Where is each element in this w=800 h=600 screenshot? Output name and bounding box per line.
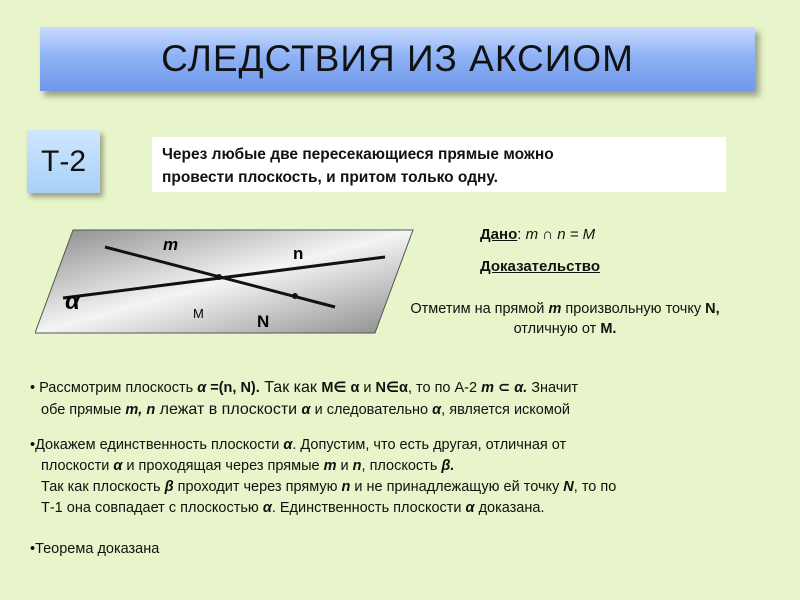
label-point-N: N: [257, 312, 270, 331]
text-segment: отличную от: [513, 321, 601, 337]
text-segment: плоскости: [41, 458, 114, 474]
statement-line-2: провести плоскость, и притом только одну.: [162, 169, 498, 186]
given-colon: :: [517, 226, 526, 243]
given-condition: [480, 226, 595, 243]
symbol-M: М.: [600, 321, 617, 337]
text-segment: Отметим на прямой: [410, 301, 549, 317]
text-segment: произвольную точку: [561, 301, 706, 317]
symbol-alpha: α: [301, 402, 311, 418]
label-alpha: α: [65, 288, 80, 315]
text-segment: Так как: [259, 379, 322, 396]
symbol-beta: β: [164, 479, 174, 495]
theorem-statement: [152, 137, 726, 192]
mark-point-text: [365, 299, 765, 339]
symbol-n: n: [352, 458, 362, 474]
given-label: Дано: [480, 226, 518, 243]
text-segment: Так как плоскость: [41, 479, 165, 495]
given-expression: m ∩ n = M: [525, 226, 596, 243]
label-point-M: M: [193, 306, 204, 321]
plane-alpha: [35, 230, 413, 333]
statement-line-1: Через любые две пересекающиеся прямые можно: [162, 146, 554, 163]
label-n: n: [293, 244, 304, 263]
proof-step-uniqueness: [30, 435, 775, 519]
text-segment: =(n, N).: [206, 380, 260, 396]
symbol-alpha: α: [197, 380, 207, 396]
symbol-N: N: [563, 479, 574, 495]
plane-diagram: [35, 225, 415, 335]
page-title: СЛЕДСТВИЯ ИЗ АКСИОМ: [161, 38, 634, 79]
text-segment: и не принадлежащую ей точку: [350, 479, 564, 495]
symbol-alpha: α: [465, 500, 475, 516]
text-segment: . Единственность плоскости: [271, 500, 466, 516]
proof-conclusion: •Теорема доказана: [30, 541, 160, 557]
proof-heading: Доказательство: [480, 258, 600, 275]
text-segment: Т-1 она совпадает с плоскостью: [41, 500, 263, 516]
point-M: [216, 274, 222, 280]
text-segment: , плоскость: [361, 458, 442, 474]
uniqueness-line-3: [30, 477, 775, 498]
text-segment: проходит через прямую: [173, 479, 342, 495]
symbol-alpha: α: [262, 500, 272, 516]
symbol-N: N,: [705, 301, 720, 317]
text-segment: и: [336, 458, 353, 474]
uniqueness-line-4: [30, 498, 775, 519]
symbol-alpha: α: [283, 437, 293, 453]
text-segment: и следовательно: [310, 402, 433, 418]
text-segment: доказана.: [474, 500, 545, 516]
theorem-badge: Т-2: [27, 130, 100, 193]
symbol-alpha: α: [113, 458, 123, 474]
text-segment: лежат в плоскости: [155, 401, 302, 418]
symbol-n: n: [341, 479, 351, 495]
text-segment: , то по А-2: [407, 380, 482, 396]
text-segment: , то по: [573, 479, 617, 495]
text-segment: •Докажем единственность плоскости: [30, 437, 284, 453]
consider-line-2: [30, 399, 775, 421]
text-segment: Значит: [527, 380, 579, 396]
title-banner: [40, 27, 755, 91]
text-segment: и: [359, 380, 376, 396]
label-m: m: [163, 235, 179, 254]
text-segment: обе прямые: [41, 402, 126, 418]
symbol-beta: β.: [441, 458, 455, 474]
uniqueness-line-2: [30, 456, 775, 477]
symbol-expression: M∈ α: [321, 380, 360, 396]
proof-step-consider: [30, 377, 775, 421]
text-segment: , является искомой: [441, 402, 570, 418]
symbol-expression: N∈α: [375, 380, 408, 396]
text-segment: и проходящая через прямые: [122, 458, 324, 474]
symbol-expression: m ⊂ α.: [481, 380, 528, 396]
text-segment: • Рассмотрим плоскость: [30, 380, 198, 396]
symbol-m: m: [548, 301, 562, 317]
text-segment: . Допустим, что есть другая, отличная от: [292, 437, 567, 453]
symbol-alpha: α: [432, 402, 442, 418]
symbol-m: m: [323, 458, 337, 474]
point-N: [292, 293, 298, 299]
symbol-expression: m, n: [125, 402, 156, 418]
